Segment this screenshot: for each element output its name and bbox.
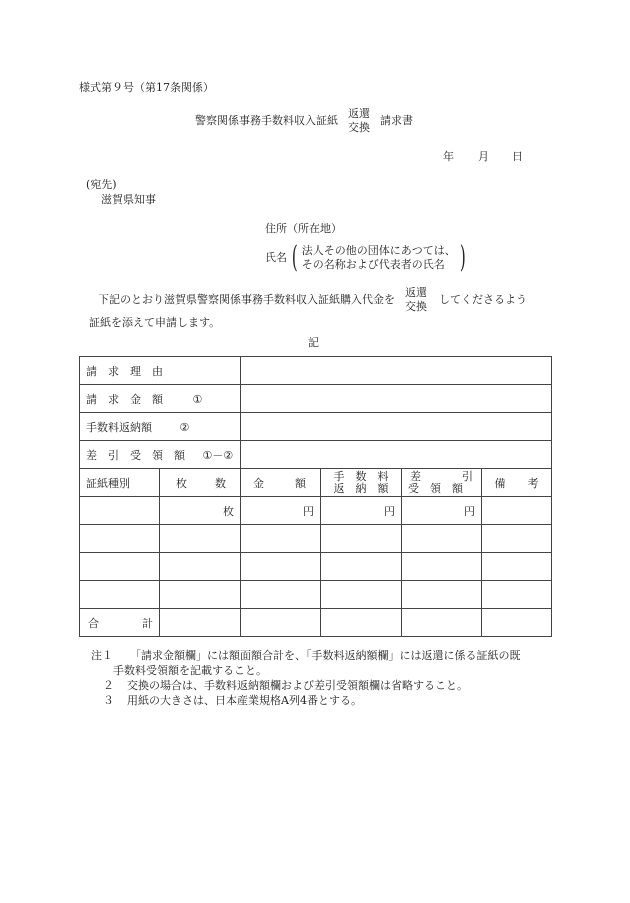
total-count[interactable] [160,609,241,637]
body-option-exchange: 交換 [405,300,427,313]
diff-row [80,441,552,469]
note3-label: ３ [103,694,114,707]
addressee-name: 滋賀県知事 [101,193,156,206]
refund-row [80,413,552,441]
diff-mark: ①－② [202,448,234,462]
title-option-exchange: 交換 [348,121,370,134]
body-paragraph-line2: 証紙を添えて申請します。 [89,316,221,329]
unit-count: 枚 [160,497,241,525]
body-option-return: 返還 [405,286,427,299]
form-number: 様式第９号（第17条関係） [79,81,214,94]
diff-label: 差 引 受 領 額 [86,448,185,462]
amount-row [80,385,552,413]
entry-row [80,553,552,581]
total-diff[interactable] [402,609,482,637]
name-label: 氏名 [265,251,287,265]
amount-mark: ① [192,392,203,406]
note2-label: ２ [103,679,114,692]
unit-row [80,497,552,525]
reason-row [80,357,552,385]
corp-note [302,244,456,272]
close-paren: ) [459,240,466,275]
ki-heading: 記 [308,336,319,349]
refund-mark: ② [179,420,190,434]
refund-label: 手数料返納額 [86,420,152,434]
amount-label: 請 求 金 額 [86,392,163,406]
date-day-label: 日 [512,150,523,163]
refund-label-cell [80,413,241,441]
title-prefix: 警察関係事務手数料収入証紙 [195,114,338,128]
corp-note-line1: 法人その他の団体にあつては、 [301,244,456,257]
header-type: 証紙種別 [80,469,160,497]
header-diff: 差 引 受 領 額 [402,469,482,497]
header-row [80,469,552,497]
header-amount: 金 額 [241,469,321,497]
note3-text: 用紙の大きさは、日本産業規格A列4番とする。 [127,694,362,707]
addressee-label: (宛先) [86,178,117,191]
address-label: 住所（所在地） [265,222,342,235]
amount-label-cell [80,385,241,413]
date-month-label: 月 [478,150,489,163]
entry-row [80,581,552,609]
body-prefix: 下記のとおり滋賀県警察関係事務手数料収入証紙購入代金を [98,293,395,307]
amount-value[interactable] [241,385,552,413]
title-suffix: 請求書 [380,114,413,128]
unit-fee: 円 [321,497,402,525]
reason-label: 請 求 理 由 [80,357,241,385]
diff-value[interactable] [241,441,552,469]
unit-type[interactable] [80,497,160,525]
entry-row [80,525,552,553]
total-remarks[interactable] [482,609,552,637]
form-title [195,107,413,135]
title-option-stack [348,107,370,135]
corp-note-line2: その名称および代表者の氏名 [301,258,445,271]
total-row [80,609,552,637]
note1-label: 注１ [91,649,113,662]
unit-remarks[interactable] [482,497,552,525]
applicant-name-block [265,240,468,275]
note2-text: 交換の場合は、手数料返納額欄および差引受領額欄は省略すること。 [127,679,468,692]
header-fee: 手 数 料 返 納 額 [321,469,402,497]
unit-amount: 円 [241,497,321,525]
title-option-return: 返還 [348,107,370,120]
refund-value[interactable] [241,413,552,441]
note1-line2: 手数料受領額を記載すること。 [113,664,267,677]
total-amount[interactable] [241,609,321,637]
total-fee[interactable] [321,609,402,637]
request-table [79,356,552,637]
date-year-label: 年 [443,150,454,163]
body-suffix: してくださるよう [439,293,527,307]
total-label: 合 計 [80,609,160,637]
diff-label-cell [80,441,241,469]
body-paragraph-line1 [98,286,527,314]
reason-value[interactable] [241,357,552,385]
body-option-stack [405,286,427,314]
open-paren: ( [291,240,298,275]
header-count: 枚 数 [160,469,241,497]
note1-line1: 「請求金額欄」には額面額合計を、「手数料返納額欄」には返還に係る証紙の既 [130,649,521,662]
unit-diff: 円 [402,497,482,525]
header-remarks: 備 考 [482,469,552,497]
